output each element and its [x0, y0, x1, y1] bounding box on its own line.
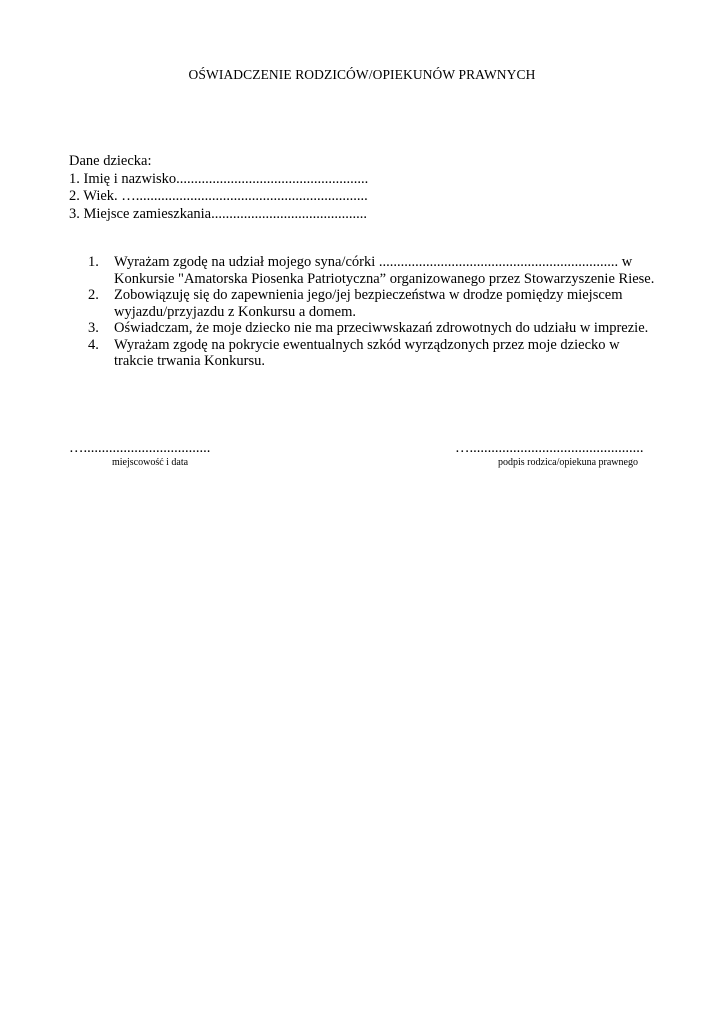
- child-field-residence: 3. Miejsce zamieszkania...........................................: [69, 205, 367, 222]
- signature-line: …................................................: [455, 440, 644, 456]
- statement-number: 4.: [88, 336, 99, 353]
- child-field-name: 1. Imię i nazwisko.....................................................: [69, 170, 369, 187]
- statement-number: 2.: [88, 287, 99, 303]
- statement-item: [88, 337, 658, 370]
- statement-number: 1.: [88, 254, 99, 270]
- signature-caption: podpis rodzica/opiekuna prawnego: [498, 457, 638, 468]
- statement-text: Zobowiązuję się do zapewnienia jego/jej bezpieczeństwa w drodze pomiędzy miejscem wyjazdu/przyjazdu z Konkursu a domem.: [114, 287, 623, 320]
- place-date-line: …...................................: [69, 440, 211, 456]
- child-data-heading: Dane dziecka:: [69, 153, 152, 169]
- statement-item: [88, 287, 658, 320]
- child-data-section: [69, 153, 368, 223]
- child-field-age: 2. Wiek. …................................................................: [69, 188, 368, 204]
- place-date-caption: miejscowość i data: [112, 457, 189, 468]
- statement-text: Wyrażam zgodę na udział mojego syna/córki .................................................................. w Konkursie "Amatorska Piosenka Patriotyczna” organizowanego przez Stowarzyszenie Riese.: [114, 254, 655, 287]
- statement-text: Oświadczam, że moje dziecko nie ma przeciwwskazań zdrowotnych do udziału w imprezie.: [114, 320, 649, 336]
- statement-number: 3.: [88, 320, 99, 336]
- statements-list: [88, 254, 658, 370]
- statement-text: Wyrażam zgodę na pokrycie ewentualnych szkód wyrządzonych przez moje dziecko w trakcie trwania Konkursu.: [114, 336, 620, 369]
- statement-item: [88, 320, 658, 337]
- document-title: OŚWIADCZENIE RODZICÓW/OPIEKUNÓW PRAWNYCH: [188, 67, 536, 82]
- statement-item: [88, 254, 658, 287]
